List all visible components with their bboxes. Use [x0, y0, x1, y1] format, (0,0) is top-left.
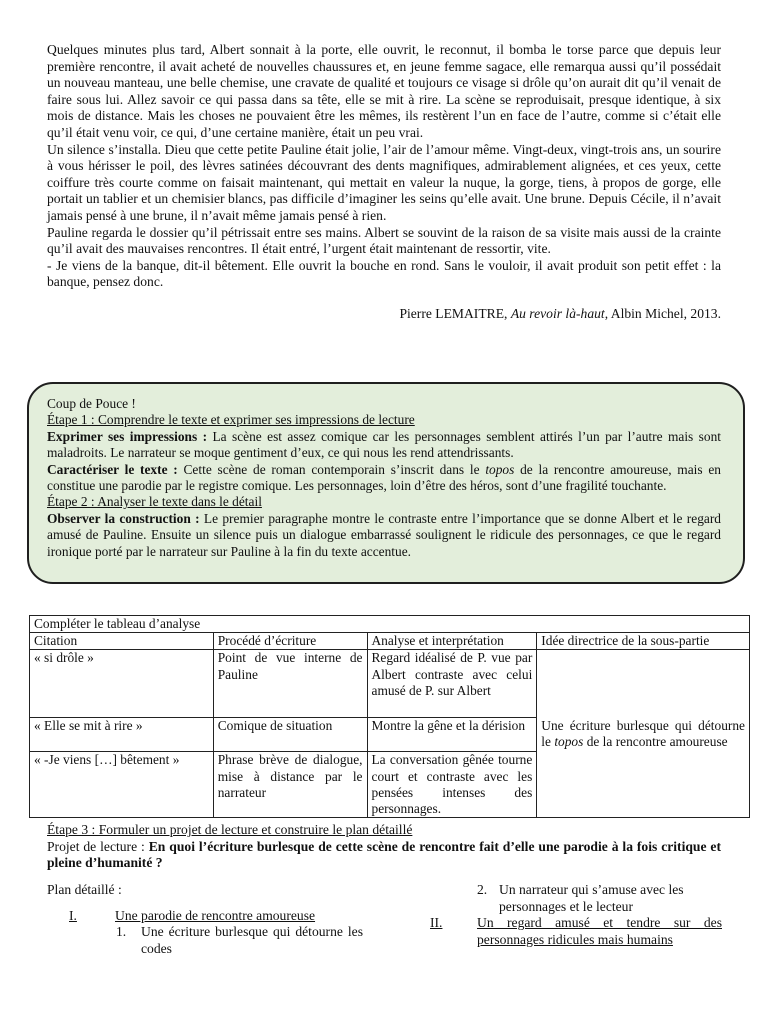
subpart-1-1-title: Une écriture burlesque qui détourne les codes — [141, 924, 363, 956]
plan-subpart-1-2 — [477, 882, 722, 915]
literary-excerpt — [47, 42, 721, 322]
impressions-text: La scène est assez comique car les personnages semblent attirés l’un par l’autre mais sont maladroits. Le narrateur se moque gentiment d’eux, ce qui nous les rend attendrissants. — [47, 428, 721, 461]
source-author: Pierre LEMAITRE, — [399, 305, 511, 321]
plan-column-left — [47, 882, 367, 957]
idee-cell — [537, 650, 750, 818]
procede-cell: Comique de situation — [213, 718, 367, 752]
plan-label: Plan détaillé : — [47, 882, 122, 897]
plan-column-right — [430, 882, 722, 948]
etape-3-heading: Étape 3 : Formuler un projet de lecture et construire le plan détaillé — [47, 822, 413, 837]
box-title: Coup de Pouce ! — [47, 396, 136, 411]
part-1-number: I. — [69, 907, 77, 923]
analyse-cell: Montre la gêne et la dérision — [367, 718, 537, 752]
caracteriser-text-a: Cette scène de roman contemporain s’inscrit dans le — [177, 461, 486, 477]
caracteriser-text-b: de la rencontre amoureuse, mais en constitue une parodie par le registre comique. Les personnages, loin d’être des héros, sont d’une fragilité touchante. — [47, 461, 721, 494]
projet-question: En quoi l’écriture burlesque de cette scène de rencontre fait d’elle une parodie à la fois critique et pleine d’humanité ? — [47, 838, 721, 871]
caracteriser-topos: topos — [485, 461, 515, 477]
paragraph-1: Quelques minutes plus tard, Albert sonnait à la porte, elle ouvrit, le reconnut, il bomba le torse parce que depuis leur première rencontre, il avait acheté de nouvelles chaussures et, en jeune femme sagace, elle remarqua aussi qu’il possédait un nouveau manteau, une belle chemise, une cravate de qualité et toujours ce visage si drôle qu’on aurait dit qu’il venait de faire sous lui. Allez savoir ce qui passa dans sa tête, elle se mit à rire. La scène se reproduisait, presque identique, à six mois de distance. Mais les choses ne pouvaient être les mêmes, ils restèrent l’un en face de l’autre, comme si c’était elle qu’il était venu voir, ce qui, d’une certaine manière, était un peu vrai. — [47, 42, 721, 140]
projet-de-lecture — [47, 839, 721, 872]
header-procede: Procédé d’écriture — [213, 633, 367, 650]
impressions-label: Exprimer ses impressions : — [47, 428, 208, 444]
analysis-table — [29, 615, 750, 818]
idee-text-a: Une écriture burlesque qui détourne le — [541, 717, 745, 749]
plan-part-1 — [47, 908, 367, 925]
paragraph-4: - Je viens de la banque, dit-il bêtement. Elle ouvrit la bouche en rond. Sans le vouloir, il avait produit son petit effet : la banque, pensez donc. — [47, 257, 721, 290]
part-1-title: Une parodie de rencontre amoureuse — [115, 907, 316, 923]
caracteriser-label: Caractériser le texte : — [47, 461, 178, 477]
box-impressions — [47, 429, 721, 462]
box-caracteriser — [47, 462, 721, 495]
header-citation: Citation — [30, 633, 214, 650]
plan-subpart-1-1 — [116, 924, 367, 957]
plan-part-2 — [430, 915, 722, 948]
table-header-row — [30, 633, 750, 650]
box-construction — [47, 511, 721, 560]
procede-cell: Phrase brève de dialogue, mise à distance par le narrateur — [213, 752, 367, 818]
paragraph-2: Un silence s’installa. Dieu que cette petite Pauline était jolie, l’air de l’amour même. Vingt-deux, vingt-trois ans, un sourire à vous hérisser le poil, des lèvres satinées découvrant des dents magnifiques, admirablement alignées, et ces yeux, cette coiffure très courte comme on faisait maintenant, qui mettait en valeur la nuque, la gorge, tiens, à propos de gorge, elle portait un tablier et un chemisier blancs, pas difficile d’imaginer les seins qu’elle avait. Une brune. Depuis Cécile, il n’avait jamais pensé à une brune, il n’avait même jamais pensé à rien. — [47, 141, 721, 223]
source-title: Au revoir là-haut — [510, 305, 605, 321]
citation-cell: « Elle se mit à rire » — [30, 718, 214, 752]
subpart-1-1-number: 1. — [116, 924, 127, 940]
construction-label: Observer la construction : — [47, 510, 200, 526]
header-analyse: Analyse et interprétation — [367, 633, 537, 650]
idee-topos: topos — [554, 733, 584, 749]
source-citation — [47, 305, 721, 322]
subpart-1-2-title: Un narrateur qui s’amuse avec les personnages et le lecteur — [499, 882, 684, 914]
idee-text-b: de la rencontre amoureuse — [583, 733, 728, 749]
etape-2-heading: Étape 2 : Analyser le texte dans le détail — [47, 494, 262, 510]
header-idee: Idée directrice de la sous-partie — [537, 633, 750, 650]
citation-cell: « si drôle » — [30, 650, 214, 718]
construction-text: Le premier paragraphe montre le contraste entre l’importance que se donne Albert et le regard amusé de Pauline. Ensuite un silence puis un dialogue embarrassé soulignent le ridicule des personnages, ce que le regard ironique porté par le narrateur sur Pauline à la fin du texte accentue. — [47, 510, 721, 559]
table-caption: Compléter le tableau d’analyse — [30, 616, 750, 633]
part-2-number: II. — [430, 915, 443, 931]
source-publisher: , Albin Michel, 2013. — [604, 305, 721, 321]
part-2-title: Un regard amusé et tendre sur des personnages ridicules mais humains — [477, 915, 722, 947]
etape-3-section — [47, 822, 721, 872]
citation-cell: « -Je viens […] bêtement » — [30, 752, 214, 818]
etape-1-heading: Étape 1 : Comprendre le texte et exprimer ses impressions de lecture — [47, 412, 415, 428]
analyse-cell: La conversation gênée tourne court et contraste avec les pensées intenses des personnages. — [367, 752, 537, 818]
analyse-cell: Regard idéalisé de P. vue par Albert contraste avec celui amusé de P. sur Albert — [367, 650, 537, 718]
procede-cell: Point de vue interne de Pauline — [213, 650, 367, 718]
table-row — [30, 650, 750, 718]
paragraph-3: Pauline regarda le dossier qu’il pétrissait entre ses mains. Albert se souvint de la raison de sa visite mais aussi de la crainte qu’il avait des mauvaises rencontres. Il était entré, l’urgent était maintenant de ressortir, vite. — [47, 224, 721, 257]
projet-label: Projet de lecture : — [47, 838, 149, 854]
subpart-1-2-number: 2. — [477, 882, 488, 897]
coup-de-pouce-box — [27, 382, 745, 584]
